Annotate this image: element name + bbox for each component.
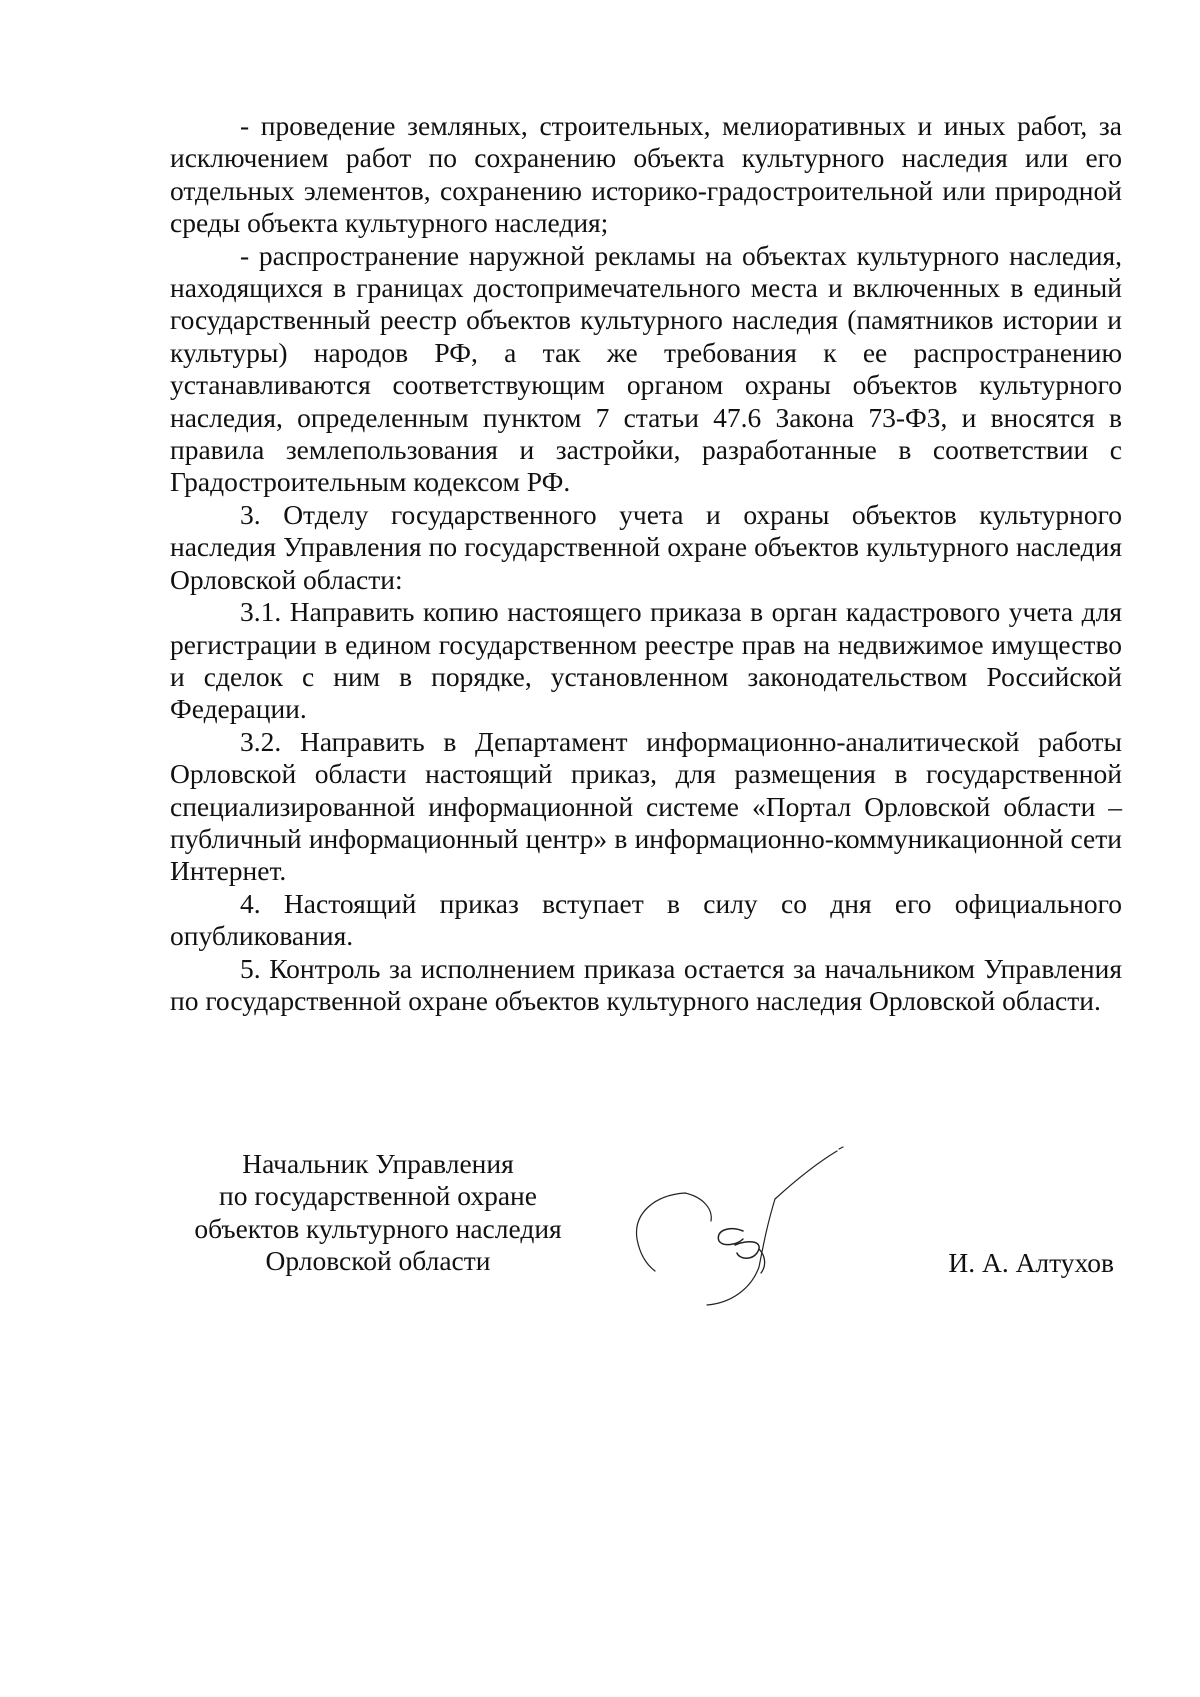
position-line: Орловской области xyxy=(265,1245,491,1277)
signer-name: И. А. Алтухов xyxy=(948,1247,1114,1278)
position-line: Начальник Управления xyxy=(242,1148,514,1179)
document-body xyxy=(170,110,1122,1017)
position-line: объектов культурного наследия xyxy=(194,1212,562,1244)
paragraph-earthworks-restriction: - проведение земляных, строительных, мелиоративных и иных работ, за исключением работ по сохранению объекта культурного наследия или его отдельных элементов, сохранению историко-градостроительной или природной среды объекта культурного наследия; xyxy=(170,110,1122,239)
position-line: по государственной охране xyxy=(219,1180,537,1212)
paragraph-item-4: 4. Настоящий приказ вступает в силу со дня его официального опубликования. xyxy=(170,887,1122,952)
handwritten-signature-icon xyxy=(625,1143,895,1323)
paragraph-item-3-1: 3.1. Направить копию настоящего приказа в орган кадастрового учета для регистрации в едином государственном реестре прав на недвижимое имущество и сделок с ним в порядке, установленном законодательством Российской Федерации. xyxy=(170,596,1122,725)
paragraph-item-3-2: 3.2. Направить в Департамент информационно-аналитической работы Орловской области настоящий приказ, для размещения в государственной специализированной информационной системе «Портал Орловской области – публичный информационный центр» в информационно-коммуникационной сети Интернет. xyxy=(170,725,1122,887)
paragraph-advertising-restriction: - распространение наружной рекламы на объектах культурного наследия, находящихся в границах достопримечательного места и включенных в единый государственный реестр объектов культурного наследия (памятников истории и культуры) народов РФ, а так же требования к ее распространению устанавливаются соответствующим органом охраны объектов культурного наследия, определенным пунктом 7 статьи 47.6 Закона 73-ФЗ, и вносятся в правила землепользования и застройки, разработанные в соответствии с Градостроительным кодексом РФ. xyxy=(170,239,1122,498)
paragraph-item-3: 3. Отделу государственного учета и охраны объектов культурного наследия Управления по государственной охране объектов культурного наследия Орловской области: xyxy=(170,498,1122,595)
signer-position-title xyxy=(170,1148,586,1278)
signature-block xyxy=(170,1148,1122,1328)
paragraph-item-5: 5. Контроль за исполнением приказа остается за начальником Управления по государственной охране объектов культурного наследия Орловской области. xyxy=(170,952,1122,1016)
